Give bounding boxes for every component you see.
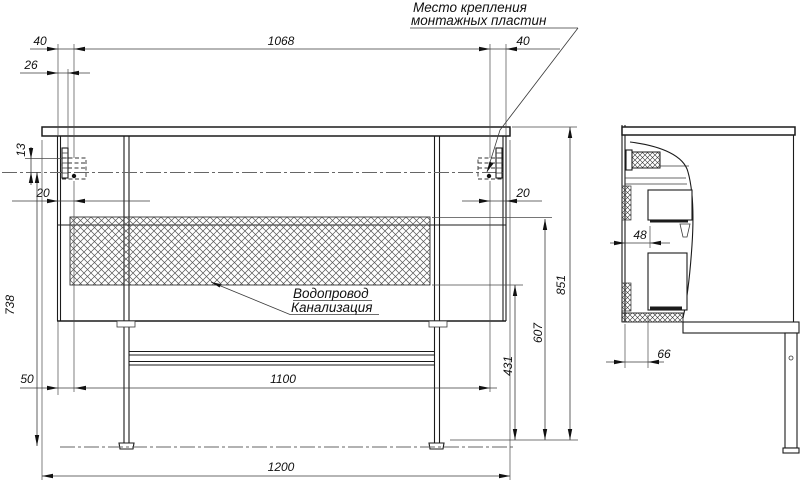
countertop-side [622,127,795,135]
dim-851-text: 851 [554,274,568,296]
stretcher-rails [129,352,434,366]
dim-bottom-chain [20,372,497,390]
upper-drawer-box [648,190,692,220]
plate-center-point [487,174,491,178]
back-panel-hatch-1 [622,186,631,220]
dim-607-text: 607 [531,322,545,344]
dim-top-span-1068: 1068 [267,34,295,48]
dim-66-text: 66 [657,347,671,361]
right-foot [429,443,444,449]
mounting-label-line1: Место крепления [413,0,527,15]
side-foot [783,448,799,453]
plumbing-label-line1: Водопровод [293,286,369,301]
plate-dashed-lines [68,163,86,168]
dim-top-left-40: 40 [33,34,47,48]
dim-1200-text: 1200 [267,460,295,474]
dim-26 [20,58,90,75]
plate-section-hatch [632,152,660,168]
lower-drawer-box [648,253,687,310]
mounting-plates-label [410,0,578,172]
side-view [622,125,799,453]
dim-431-text: 431 [501,355,515,377]
right-leg-tab [429,321,447,327]
left-foot [119,443,134,449]
dim-48 [610,228,670,245]
left-leg-tab [117,321,135,327]
legs [124,136,440,443]
plate-bracket [626,150,632,170]
dim-20-right [462,186,542,203]
dim-607 [531,219,547,440]
plumbing-label-line2: Канализация [291,300,373,315]
dim-top-chain [30,34,560,51]
dim-851 [554,127,572,440]
dim-top-right-40: 40 [516,34,530,48]
dim-1100-text: 1100 [270,372,296,386]
front-view [2,127,515,449]
siphon [680,224,690,237]
dim-48-text: 48 [633,228,647,242]
plumbing-leader [211,282,290,315]
frame-bar [683,322,799,333]
dim-26-text: 26 [24,58,38,72]
dim-738-text: 738 [3,294,17,316]
dim-13 [14,143,33,185]
utility-zone-hatch [70,217,430,285]
dim-50-text: 50 [20,372,34,386]
side-leg [785,333,797,448]
dim-66 [606,347,671,364]
drawer-top-rails [625,178,687,184]
mounting-label-line2: монтажных пластин [411,13,547,28]
dim-13-text: 13 [14,143,28,157]
dim-20-right-text: 20 [516,186,530,200]
dim-1200 [42,460,510,478]
countertop [42,127,510,136]
plate-center-point [72,174,76,178]
back-panel-hatch-2 [622,283,631,311]
plumbing-label [211,282,379,315]
dim-20-left-text: 20 [36,186,50,200]
bottom-panel-hatch [622,313,683,322]
dim-738 [3,172,39,446]
